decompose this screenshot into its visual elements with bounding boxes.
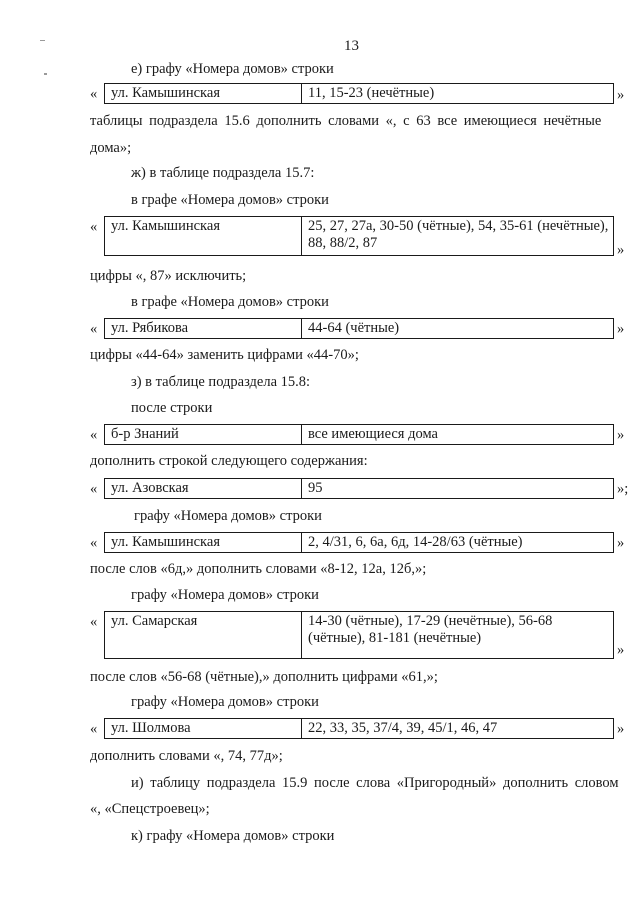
quote-close: » (617, 242, 625, 258)
paragraph: з) в таблице подраздела 15.8: (131, 374, 311, 390)
table-row (90, 718, 630, 740)
street-cell: ул. Камышинская (105, 217, 302, 255)
quote-open: « (90, 721, 98, 737)
table-row (90, 83, 630, 105)
paragraph: графу «Номера домов» строки (131, 587, 319, 603)
houses-cell: 2, 4/31, 6, 6а, 6д, 14-28/63 (чётные) (308, 534, 523, 550)
street-cell: ул. Камышинская (105, 533, 302, 552)
quote-close: » (617, 87, 625, 103)
paragraph: и) таблицу подраздела 15.9 после слова «Пригородный» дополнить словом (131, 775, 619, 791)
paragraph: графу «Номера домов» строки (134, 508, 322, 524)
street-cell: ул. Самарская (105, 612, 302, 658)
quote-close: » (617, 321, 625, 337)
houses-cell: 44-64 (чётные) (308, 320, 400, 336)
street-table (104, 424, 614, 445)
street-cell: б-р Знаний (105, 425, 302, 444)
quote-open: « (90, 481, 98, 497)
paragraph: ж) в таблице подраздела 15.7: (131, 165, 315, 181)
quote-close: » (617, 642, 625, 658)
quote-open: « (90, 535, 98, 551)
paragraph: «, «Спецстроевец»; (90, 801, 210, 817)
street-table (104, 216, 614, 256)
street-table (104, 318, 614, 339)
scan-mark (44, 73, 47, 75)
paragraph: графу «Номера домов» строки (131, 694, 319, 710)
paragraph: к) графу «Номера домов» строки (131, 828, 335, 844)
quote-open: « (90, 427, 98, 443)
table-row (90, 318, 630, 340)
table-row (90, 532, 630, 554)
paragraph: таблицы подраздела 15.6 дополнить словами «, с 63 все имеющиеся нечётные (90, 113, 602, 129)
paragraph: дополнить строкой следующего содержания: (90, 453, 368, 469)
scan-mark (40, 40, 45, 41)
paragraph: цифры «44-64» заменить цифрами «44-70»; (90, 347, 359, 363)
quote-open: « (90, 614, 98, 630)
quote-close: »; (617, 481, 629, 497)
table-row (90, 216, 630, 262)
street-cell: ул. Рябикова (105, 319, 302, 338)
paragraph: цифры «, 87» исключить; (90, 268, 247, 284)
table-row (90, 611, 630, 663)
paragraph: в графе «Номера домов» строки (131, 192, 329, 208)
houses-cell: все имеющиеся дома (308, 426, 438, 442)
quote-close: » (617, 721, 625, 737)
houses-cell: 25, 27, 27а, 30-50 (чётные), 54, 35-61 (нечётные), 88, 88/2, 87 (308, 218, 609, 251)
street-cell: ул. Азовская (105, 479, 302, 498)
quote-close: » (617, 427, 625, 443)
table-row (90, 478, 630, 500)
quote-open: « (90, 86, 98, 102)
paragraph: после слов «56-68 (чётные),» дополнить цифрами «61,»; (90, 669, 438, 685)
street-table (104, 611, 614, 659)
paragraph: е) графу «Номера домов» строки (131, 61, 334, 77)
paragraph: дома»; (90, 140, 132, 156)
quote-open: « (90, 321, 98, 337)
quote-open: « (90, 219, 98, 235)
houses-cell: 11, 15-23 (нечётные) (308, 85, 435, 101)
street-table (104, 478, 614, 499)
houses-cell: 14-30 (чётные), 17-29 (нечётные), 56-68 (чётные), 81-181 (нечётные) (308, 613, 553, 646)
paragraph: после слов «6д,» дополнить словами «8-12, 12а, 12б,»; (90, 561, 427, 577)
street-table (104, 532, 614, 553)
street-table (104, 83, 614, 104)
street-cell: ул. Шолмова (105, 719, 302, 738)
quote-close: » (617, 535, 625, 551)
page-number: 13 (344, 38, 359, 54)
street-cell: ул. Камышинская (105, 84, 302, 103)
paragraph: дополнить словами «, 74, 77д»; (90, 748, 283, 764)
table-row (90, 424, 630, 446)
houses-cell: 95 (308, 480, 323, 496)
paragraph: после строки (131, 400, 213, 416)
street-table (104, 718, 614, 739)
houses-cell: 22, 33, 35, 37/4, 39, 45/1, 46, 47 (308, 720, 498, 736)
paragraph: в графе «Номера домов» строки (131, 294, 329, 310)
